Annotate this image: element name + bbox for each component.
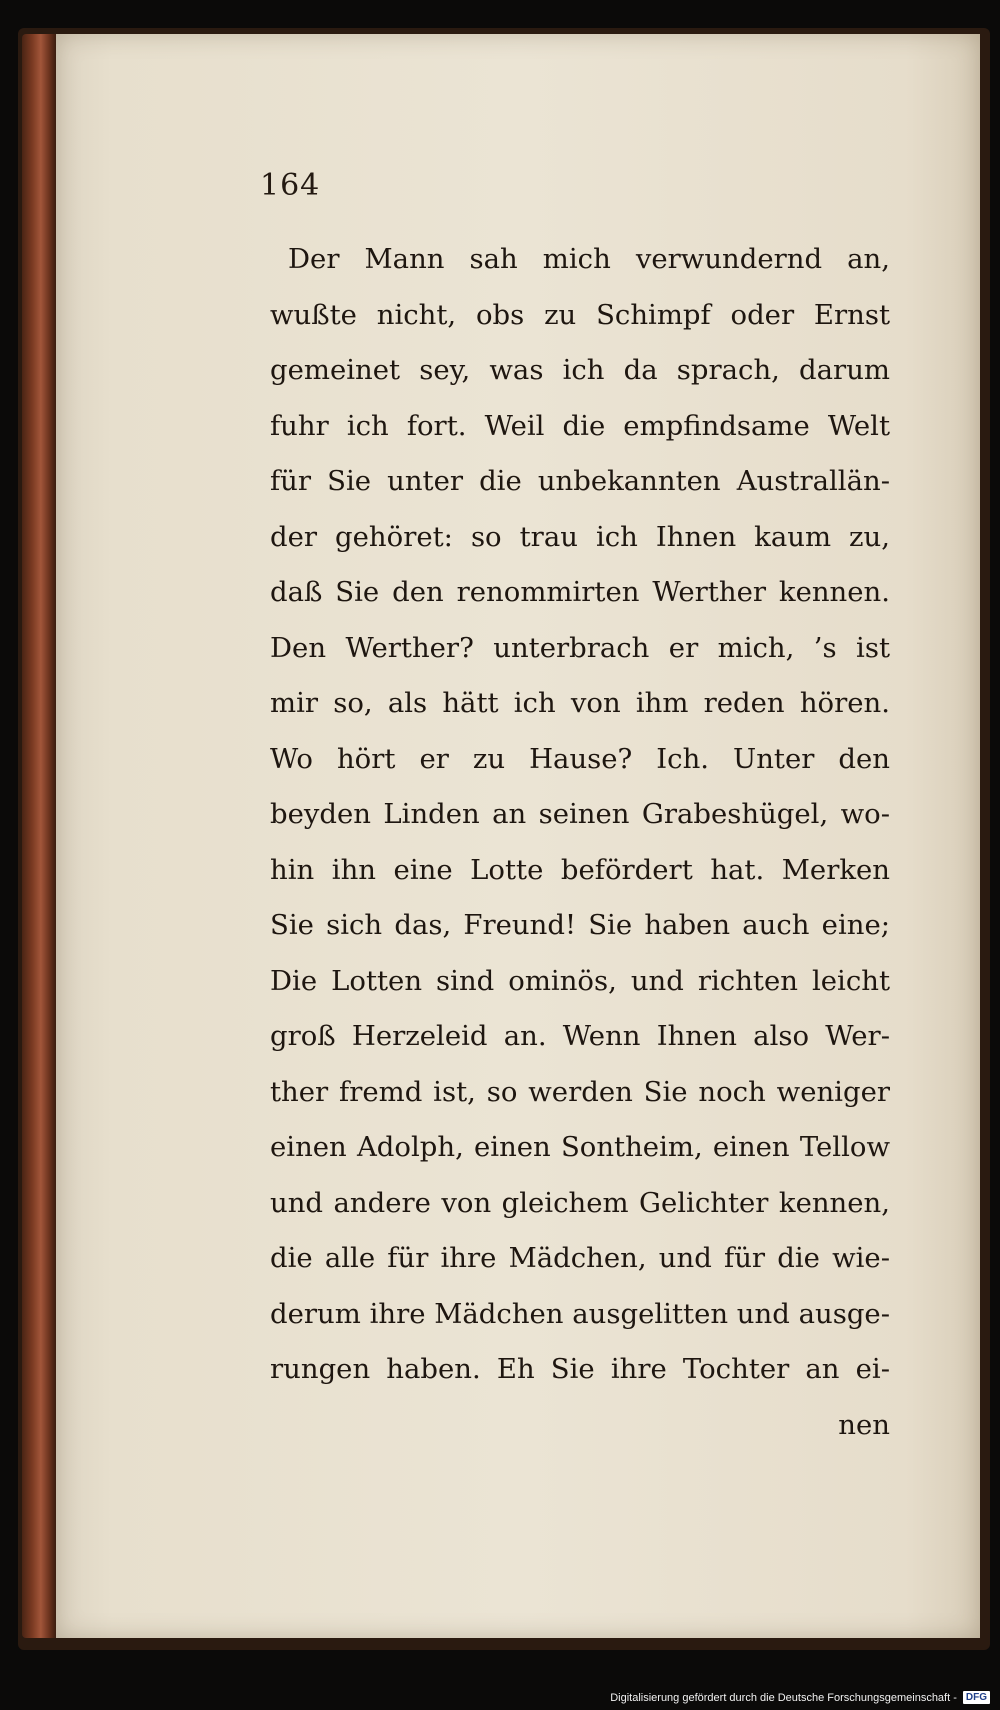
text-line: daß Sie den renommirten Werther kennen. [270,576,890,608]
text-line: wußte nicht, obs zu Schimpf oder Ernst [270,298,890,331]
text-line: Sie sich das, Freund! Sie haben auch eine; [270,909,890,941]
digitization-footer [610,1691,990,1704]
text-line: derum ihre Mädchen ausgelitten und ausge- [270,1297,890,1330]
footer-text: Digitalisierung gefördert durch die Deutsche Forschungsgemeinschaft - [610,1691,957,1704]
text-line: die alle für ihre Mädchen, und für die wie- [270,1242,890,1274]
text-line: für Sie unter die unbekannten Australlän- [270,465,890,497]
text-line: der gehöret: so trau ich Ihnen kaum zu, [270,520,890,553]
catchword: nen [838,1408,890,1441]
text-line: gemeinet sey, was ich da sprach, darum [270,354,890,386]
dfg-logo-icon: DFG [963,1691,990,1704]
text-line: und andere von gleichem Gelichter kennen, [270,1186,890,1219]
page-edge [22,34,56,1638]
text-line: beyden Linden an seinen Grabeshügel, wo- [270,798,890,830]
text-block [270,232,890,1453]
page-number: 164 [260,168,321,203]
text-line: Den Werther? unterbrach er mich, ’s ist [270,631,890,664]
text-line: einen Adolph, einen Sontheim, einen Tellow [270,1131,890,1163]
text-line: hin ihn eine Lotte befördert hat. Merken [270,853,890,886]
text-line: rungen haben. Eh Sie ihre Tochter an ei- [270,1353,890,1385]
text-line: groß Herzeleid an. Wenn Ihnen also Wer- [270,1020,890,1052]
text-line: Wo hört er zu Hause? Ich. Unter den [270,742,890,775]
text-line: Der Mann sah mich verwundernd an, [288,243,890,275]
text-line: ther fremd ist, so werden Sie noch weniger [270,1075,890,1108]
text-line: mir so, als hätt ich von ihm reden hören. [270,687,890,719]
text-line: fuhr ich fort. Weil die empfindsame Welt [270,409,890,442]
text-line: Die Lotten sind ominös, und richten leicht [270,964,890,997]
